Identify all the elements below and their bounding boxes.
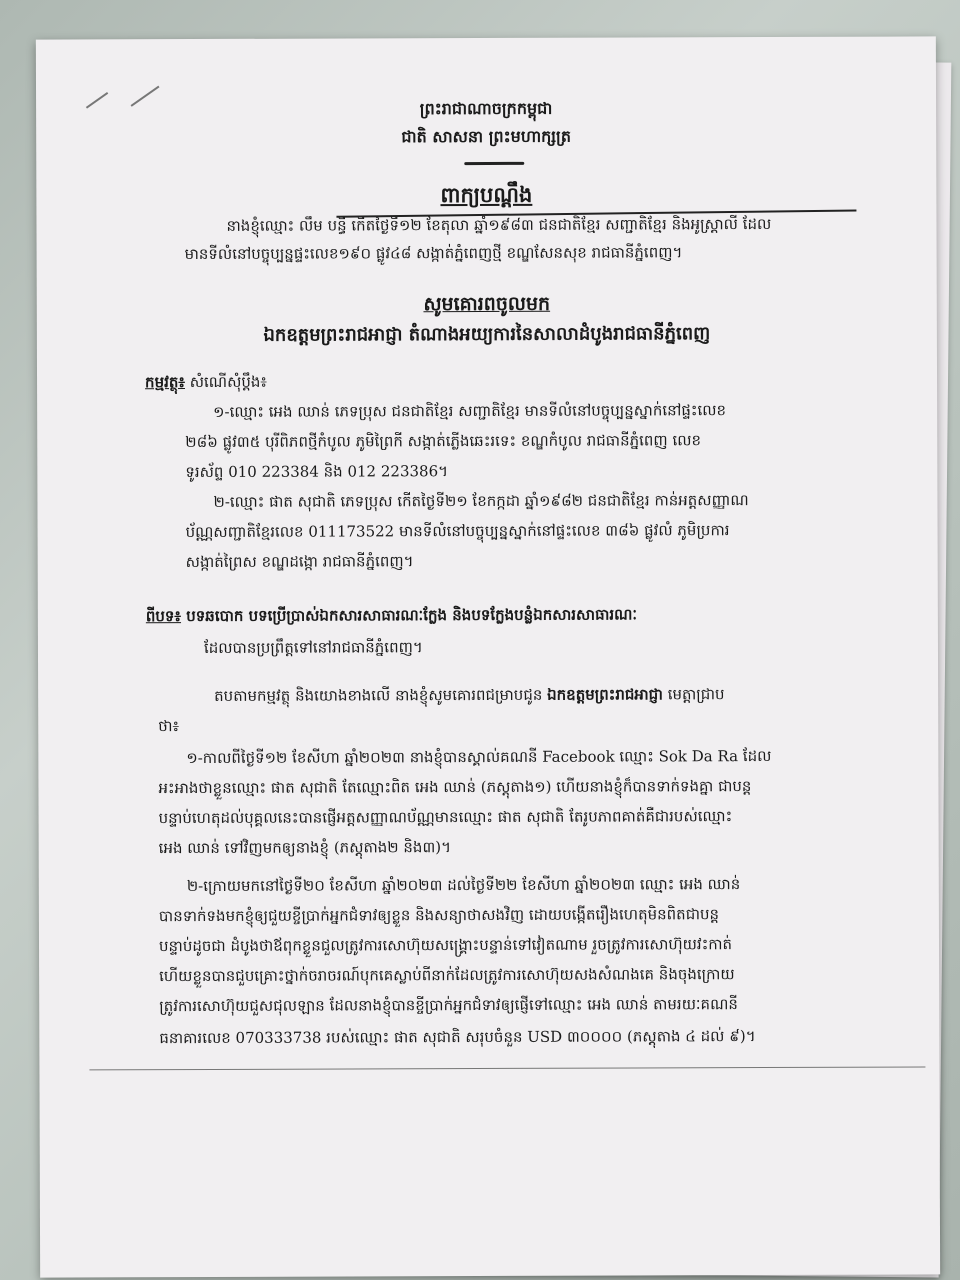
body-intro-addressee: ឯកឧត្តមព្រះរាជអាជ្ញា bbox=[547, 685, 663, 704]
defendant-2-line-3: សង្កាត់ព្រៃស ខណ្ឌដង្កោ រាជធានីភ្នំពេញ។ bbox=[185, 552, 414, 572]
subject-text: សំណើសុំប្ដឹង៖ bbox=[184, 372, 268, 392]
point-2-line-1: ២-ក្រោយមកនៅថ្ងៃទី២០ ខែសីហា ឆ្នាំ២០២៣ ដល់ថ្ងៃទី២២ ខែសីហា ឆ្នាំ២០២៣ ឈ្មោះ អេង ឈាន់ bbox=[186, 875, 741, 896]
point-2-line-3: បន្ទាប់ដូចជា ដំបូងថាឪពុកខ្លួនជួលត្រូវការសោហ៊ុយសង្គ្រោះបន្ទាន់ទៅវៀតណាម រួចត្រូវការសោហ៊ុយវះកាត់ bbox=[158, 935, 733, 956]
point-2-line-4: ហើយខ្លួនបានជួបគ្រោះថ្នាក់ចរាចរណ៍បុកគេស្លាប់ពីនាក់ដែលត្រូវការសោហ៊ុយសងសំណងគេ និងចុងក្រោយ bbox=[159, 965, 735, 986]
document-sheet bbox=[36, 36, 940, 1277]
point-1-line-1: ១-កាលពីថ្ងៃទី១២ ខែសីហា ឆ្នាំ២០២៣ នាងខ្ញុំបានស្គាល់គណនី Facebook ឈ្មោះ Sok Da Ra ដែល bbox=[186, 747, 772, 768]
complaint-document bbox=[36, 36, 936, 1048]
defendant-1-line-3: ទូរស័ព្ទ 010 223384 និង 012 223386។ bbox=[185, 462, 449, 482]
point-2-line-2: បានទាក់ទងមកខ្ញុំឲ្យជួយខ្ចីប្រាក់អ្នកជំទាវឲ្យខ្លួន និងសន្យាថាសងវិញ ដោយបង្កើតរឿងហេតុមិនពិតជាបន្ត bbox=[158, 905, 720, 926]
intro-line-2: មានទីលំនៅបច្ចុប្បន្នផ្ទះលេខ១៩០ ផ្លូវ៤៨ សង្កាត់ភ្នំពេញថ្មី ខណ្ឌសែនសុខ រាជធានីភ្នំពេញ។ bbox=[184, 243, 683, 264]
offense-label: ពីបទ៖ bbox=[145, 607, 182, 626]
subject-label: កម្មវត្ថុ៖ bbox=[145, 373, 185, 392]
defendant-2-line-2: ប័ណ្ណសញ្ជាតិខ្មែរលេខ 011173522 មានទីលំនៅបច្ចុប្បន្នស្នាក់នៅផ្ទះលេខ ៣៨៦ ផ្លូវលំ ភូមិប្រការ bbox=[185, 521, 730, 542]
body-intro-line-1 bbox=[214, 685, 724, 709]
offense-line-1 bbox=[146, 605, 637, 629]
defendant-1-line-2: ២៨៦ ផ្លូវ៣៥ បុរីពិភពថ្មីកំបូល ភូមិព្រៃកី សង្កាត់ភ្លើងឆេះរទេះ ខណ្ឌកំបូល រាជធានីភ្នំពេញ លេខ bbox=[185, 431, 702, 452]
point-2-line-5: ត្រូវការសោហ៊ុយជួសជុលឡាន ដែលនាងខ្ញុំបានខ្ចីប្រាក់អ្នកជំទាវឲ្យផ្ញើទៅឈ្មោះ អេង ឈាន់ តាមរយៈគណនី bbox=[159, 995, 738, 1016]
defendant-2-line-1: ២-ឈ្មោះ ផាត សុជាតិ ភេទប្រុស កើតថ្ងៃទី២១ ខែកក្កដា ឆ្នាំ១៩៨២ ជនជាតិខ្មែរ កាន់អត្តសញ្ញាណ bbox=[213, 491, 749, 511]
national-motto: ជាតិ សាសនា ព្រះមហាក្សត្រ bbox=[401, 126, 571, 147]
point-2-line-6: ធនាគារលេខ 070333738 របស់ឈ្មោះ ផាត សុជាតិ សរុបចំនួន USD ៣០០០០ (ភស្តុតាង ៤ ដល់ ៩)។ bbox=[159, 1027, 756, 1048]
document-title: ពាក្យបណ្ដឹង bbox=[440, 181, 533, 208]
body-intro-text: តបតាមកម្មវត្ថុ និងយោងខាងលើ នាងខ្ញុំសូមគោរពជម្រាបជូន bbox=[214, 685, 548, 705]
kingdom-header: ព្រះរាជាណាចក្រកម្ពុជា bbox=[419, 98, 553, 119]
intro-line-1: នាងខ្ញុំឈ្មោះ លឹម បន្ធី កើតថ្ងៃទី១២ ខែតុលា ឆ្នាំ១៩៨៣ ជនជាតិខ្មែរ សញ្ជាតិខ្មែរ និងអូស្ត្រាលី ដែល bbox=[226, 215, 772, 235]
offense-line-2: ដែលបានប្រព្រឹត្តទៅនៅរាជធានីភ្នំពេញ។ bbox=[203, 638, 423, 657]
addressee-heading: សូមគោរពចូលមក bbox=[423, 292, 551, 316]
body-intro-line-2: ថា៖ bbox=[158, 717, 180, 736]
subject-line bbox=[145, 373, 267, 395]
point-1-line-2: អះអាងថាខ្លួនឈ្មោះ ផាត សុជាតិ តែឈ្មោះពិត អេង ឈាន់ (ភស្តុតាង១) ហើយនាងខ្ញុំក៏បានទាក់ទងគ្នា ជាបន្ត bbox=[158, 777, 752, 798]
point-1-line-4: អេង ឈាន់ ទៅវិញមកឲ្យនាងខ្ញុំ (ភស្តុតាង២ និង៣)។ bbox=[158, 838, 452, 858]
ornament-divider bbox=[464, 162, 524, 165]
point-1-line-3: បន្ទាប់ហេតុដល់បុគ្គលនេះបានផ្ញើអត្តសញ្ញាណប័ណ្ណមានឈ្មោះ ផាត សុជាតិ តែរូបភាពគាត់គឺជារបស់ឈ្មោះ bbox=[158, 807, 733, 828]
body-intro-tail: មេត្តាជ្រាប bbox=[662, 685, 725, 704]
defendant-1-line-1: ១-ឈ្មោះ អេង ឈាន់ ភេទប្រុស ជនជាតិខ្មែរ សញ្ជាតិខ្មែរ មានទីលំនៅបច្ចុប្បន្នស្នាក់នៅផ្ទះលេខ bbox=[213, 401, 727, 421]
offense-text: បទឆបោក បទប្រើប្រាស់ឯកសារសាធារណៈក្លែង និងបទក្លែងបន្លំឯកសារសាធារណៈ bbox=[180, 605, 638, 626]
addressee-line: ឯកឧត្តមព្រះរាជអាជ្ញា តំណាងអយ្យការនៃសាលាដំបូងរាជធានីភ្នំពេញ bbox=[263, 323, 711, 346]
page-bottom-rule bbox=[89, 1066, 925, 1070]
